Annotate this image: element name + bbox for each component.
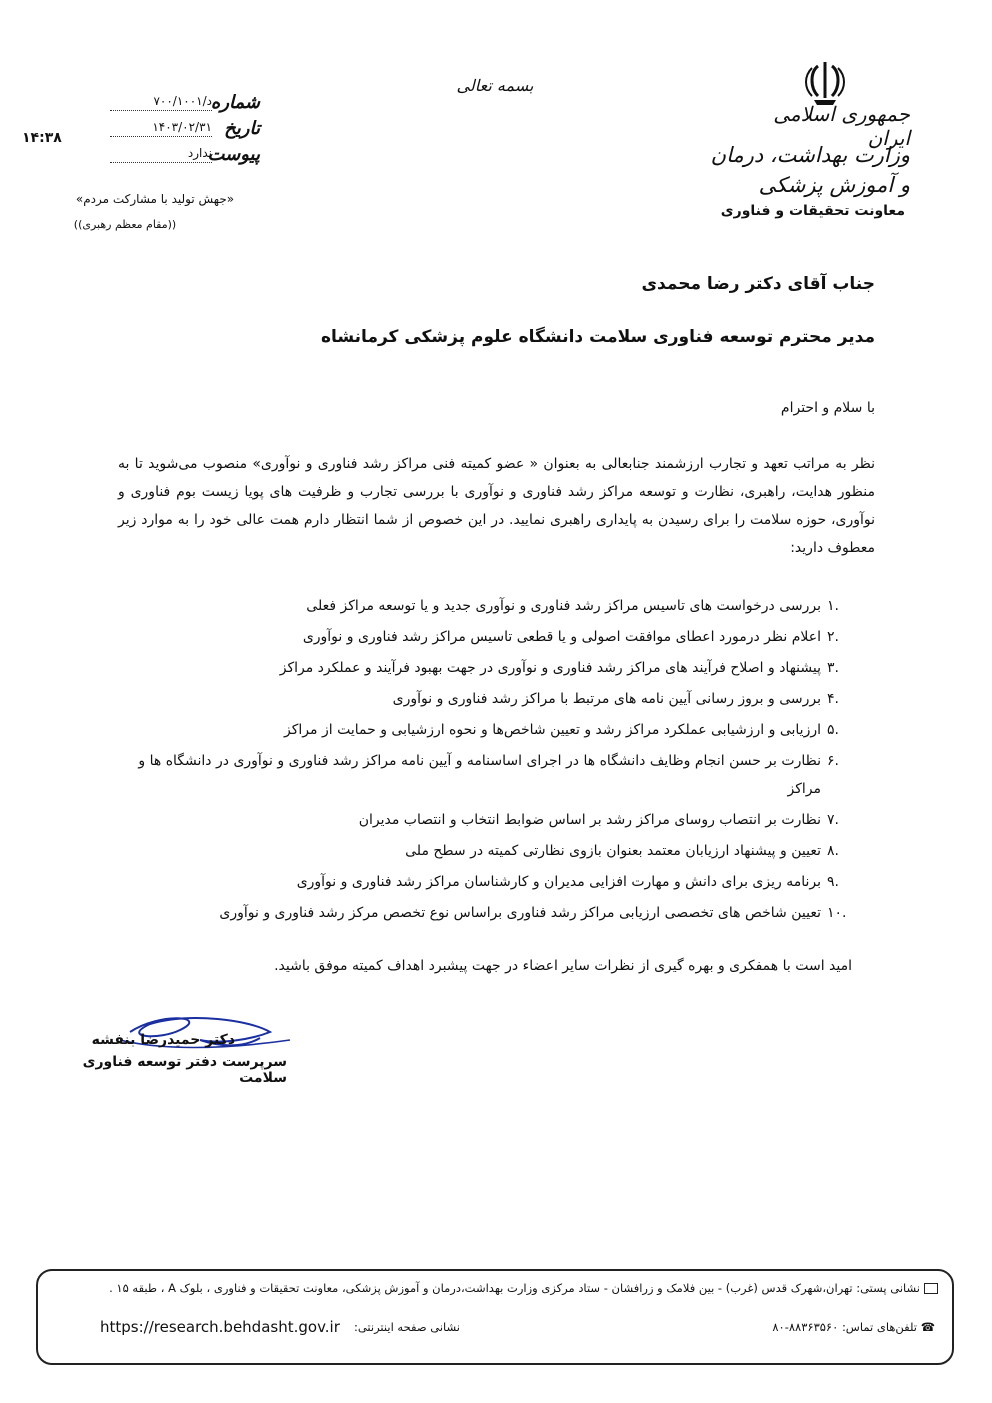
list-item [110,806,855,834]
list-item [110,747,855,803]
list-item-number: .۱۰ [827,905,847,921]
signatory-title: سرپرست دفتر توسعه فناوری سلامت [82,1054,287,1086]
letter-number-row [100,92,260,114]
number-dots [110,110,212,111]
list-item [110,592,855,620]
greeting: با سلام و احترام [780,400,875,416]
postal-address-text: نشانی پستی: تهران،شهرک قدس (غرب) - بین فلامک و زرافشان - ستاد مرکزی وزارت بهداشت،درمان و آموزش پزشکی، معاونت تحقیقات و فناوری ، بلوک A ، طبقه ۱۵ . [109,1281,920,1295]
phone-icon: ☎ [920,1320,935,1334]
list-item-number: .۵ [827,722,839,738]
slogan: «جهش تولید با مشارکت مردم» [75,192,235,206]
website-label: نشانی صفحه اینترنتی: [353,1320,460,1334]
date-value: ۱۴۰۳/۰۲/۳۱ [152,120,212,134]
deputy-name: معاونت تحقیقات و فناوری [720,203,905,219]
letter-attachment-row [100,144,260,166]
phone-row [735,1320,935,1334]
website-link[interactable]: https://research.behdasht.gov.ir [100,1318,340,1336]
list-item [110,716,855,744]
list-item-number: .۴ [827,691,839,707]
republic-calligraphy: جمهوری اسلامی ایران [773,102,910,150]
time-stamp: ۱۴:۳۸ [22,130,62,146]
duties-list [110,592,855,930]
list-item-text: اعلام نظر درمورد اعطای موافقت اصولی و یا قطعی تاسیس مراکز رشد فناوری و نوآوری [302,629,821,645]
list-item-text: برنامه ریزی برای دانش و مهارت افزایی مدیران و کارشناسان مراکز رشد فناوری و نوآوری [296,874,821,890]
list-item-number: .۲ [827,629,839,645]
list-item-number: .۹ [827,874,839,890]
list-item-number: .۷ [827,812,839,828]
addressee-name: جناب آقای دکتر رضا محمدی [641,274,875,294]
list-item-text: بررسی درخواست های تاسیس مراکز رشد فناوری و نوآوری جدید و یا توسعه مراکز فعلی [306,598,821,614]
list-item-text: نظارت بر انتصاب روسای مراکز رشد بر اساس ضوابط انتخاب و انتصاب مدیران [358,812,821,828]
bismillah: بسمه تعالی [456,76,534,95]
list-item-text: ارزیابی و ارزشیابی عملکرد مراکز رشد و تعیین شاخص‌ها و نحوه ارزشیابی و حمایت از مراکز [284,722,821,738]
signatory-name: دکتر حمیدرضا بنفشه [91,1032,235,1048]
letter-date-row [100,118,260,140]
list-item-text: پیشنهاد و اصلاح فرآیند های مراکز رشد فناوری و نوآوری در جهت بهبود فرآیند و عملکرد مراکز [279,660,821,676]
list-item-number: .۸ [827,843,839,859]
list-item-number: .۳ [827,660,839,676]
number-label: شماره [210,92,260,113]
date-dots [110,136,212,137]
body-paragraph: نظر به مراتب تعهد و تجارب ارزشمند جنابعالی به بعنوان « عضو کمیته فنی مراکز رشد فناوری و نوآوری» منصوب می‌شوید تا به منظور هدایت، راهبری، نظارت و توسعه مراکز رشد فناوری و نوآوری با بررسی تجارب و ظرفیت های پویا زیست بوم فناوری و نوآوری، حوزه سلامت را برای رسیدن به پایداری راهبری نمایید. در این خصوص از شما انتظار دارم همت عالی خود را به موارد زیر معطوف دارید: [118,456,875,556]
list-item [110,868,855,896]
postal-address [56,1281,938,1295]
website-row [100,1318,460,1336]
list-item [110,623,855,651]
list-item-text: نظارت بر حسن انجام وظایف دانشگاه ها در اجرای اساسنامه و آیین نامه مراکز رشد فناوری و نوآوری در دانشگاه ها و مراکز [138,753,821,797]
date-label: تاریخ [224,118,260,139]
phone-value: ۸۸۳۶۳۵۶۰-۸۰ [772,1320,839,1334]
phone-label: تلفن‌های تماس: [841,1320,918,1334]
slogan-source: ((مقام معظم رهبری)) [73,218,177,231]
list-item-text: بررسی و بروز رسانی آیین نامه های مرتبط با مراکز رشد فناوری و نوآوری [392,691,821,707]
addressee-title: مدیر محترم توسعه فناوری سلامت دانشگاه علوم پزشکی کرمانشاه [320,327,875,347]
list-item-text: تعیین و پیشنهاد ارزیابان معتمد بعنوان بازوی نظارتی کمیته در سطح ملی [405,843,821,859]
ministry-calligraphy: وزارت بهداشت، درمان و آموزش پزشکی [710,143,910,197]
attachment-value: ندارد [187,146,212,160]
list-item-text: تعیین شاخص های تخصصی ارزیابی مراکز رشد فناوری براساس نوع تخصص مرکز رشد فناوری و نوآوری [219,905,821,921]
list-item [110,654,855,682]
closing-sentence: امید است با همفکری و بهره گیری از نظرات سایر اعضاء در جهت پیشبرد اهداف کمیته موفق باشید. [274,958,852,974]
list-item-number: .۶ [827,753,839,769]
list-item [110,899,855,927]
list-item [110,685,855,713]
number-value: د/۷۰۰/۱۰۰۱ [153,94,212,108]
list-item [110,837,855,865]
envelope-icon [924,1283,938,1294]
list-item-number: .۱ [827,598,839,614]
attachment-label: پیوست [207,144,260,165]
attachment-dots [110,162,212,163]
